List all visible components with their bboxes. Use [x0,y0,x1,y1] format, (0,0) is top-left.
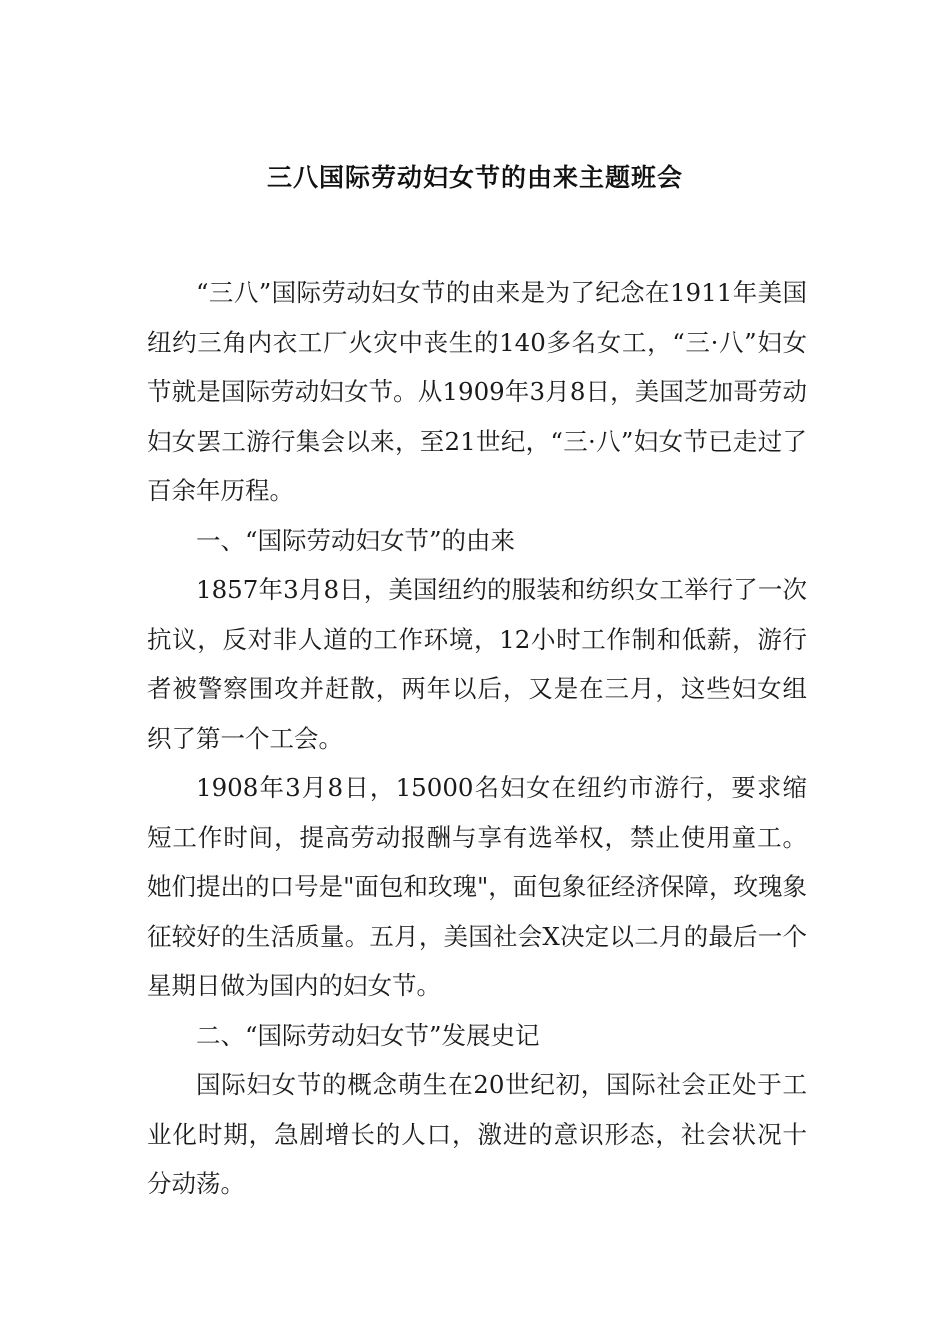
section-heading-origin: 一、“国际劳动妇女节”的由来 [196,525,516,555]
paragraph-concept: 国际妇女节的概念萌生在20世纪初，国际社会正处于工业化时期，急剧增长的人口，激进的意识形态，社会状况十分动荡。 [147,1070,807,1198]
paragraph-1857: 1857年3月8日，美国纽约的服装和纺织女工举行了一次抗议，反对非人道的工作环境，12小时工作制和低薪，游行者被警察围攻并赶散，两年以后，又是在三月，这些妇女组织了第一个工会。 [147,575,807,753]
document-body [147,268,807,1209]
section-heading-history: 二、“国际劳动妇女节”发展史记 [196,1020,540,1050]
paragraph-intro: “三八”国际劳动妇女节的由来是为了纪念在1911年美国纽约三角内衣工厂火灾中丧生的140多名女工，“三·八”妇女节就是国际劳动妇女节。从1909年3月8日，美国芝加哥劳动妇女罢工游行集会以来，至21世纪，“三·八”妇女节已走过了百余年历程。 [147,278,807,505]
paragraph-1908: 1908年3月8日，15000名妇女在纽约市游行，要求缩短工作时间，提高劳动报酬与享有选举权，禁止使用童工。她们提出的口号是"面包和玫瑰"，面包象征经济保障，玫瑰象征较好的生活质量。五月，美国社会X决定以二月的最后一个星期日做为国内的妇女节。 [147,773,807,1000]
document-title: 三八国际劳动妇女节的由来主题班会 [266,163,683,192]
